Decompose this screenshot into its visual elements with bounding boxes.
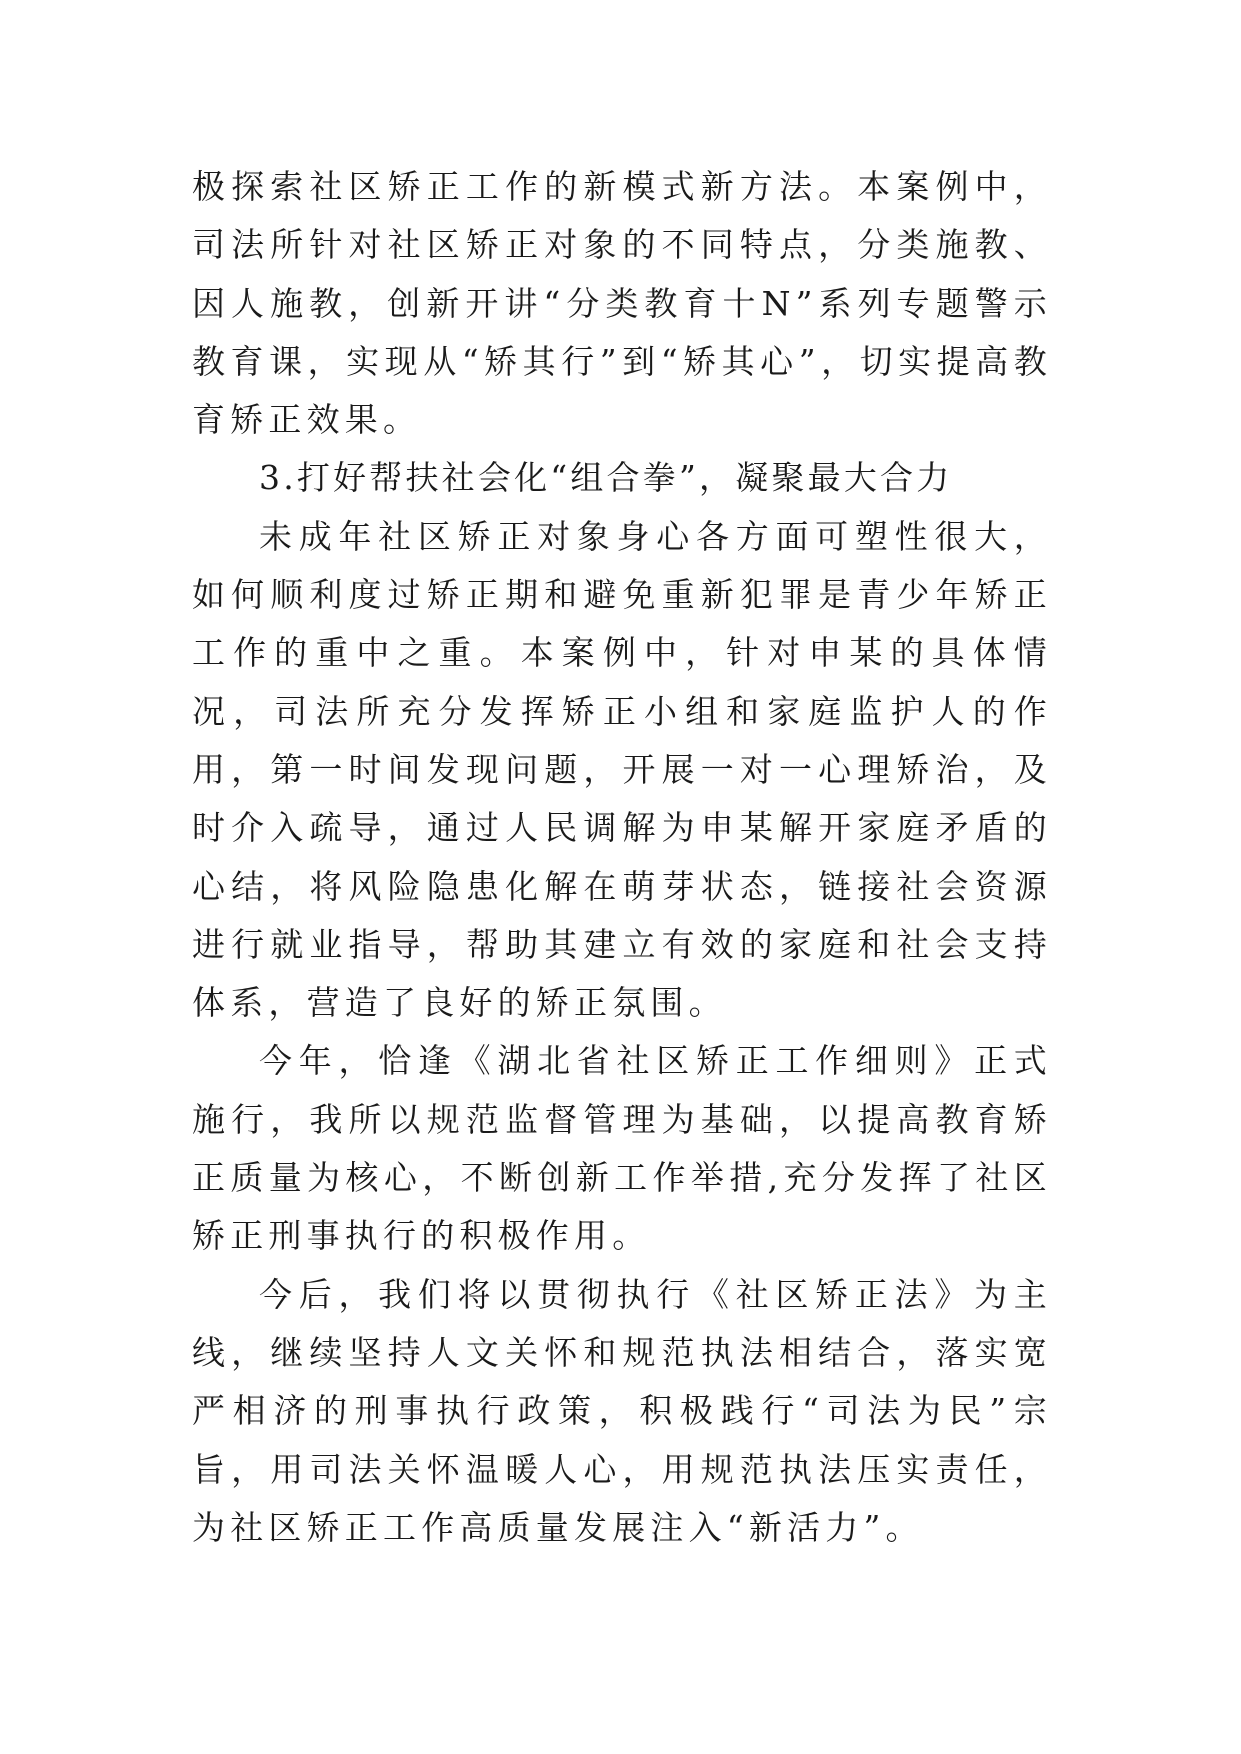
document-body	[192, 158, 1052, 1557]
paragraph-future-plan: 今后，我们将以贯彻执行《社区矫正法》为主线，继续坚持人文关怀和规范执法相结合，落实宽严相济的刑事执行政策，积极践行“司法为民”宗旨，用司法关怀温暖人心，用规范执法压实责任，为社区矫正工作高质量发展注入“新活力”。	[192, 1274, 1052, 1547]
section-heading-3: 3.打好帮扶社会化“组合拳”，凝聚最大合力	[259, 458, 953, 498]
paragraph-juvenile-correction: 未成年社区矫正对象身心各方面可塑性很大，如何顺利度过矫正期和避免重新犯罪是青少年矫正工作的重中之重。本案例中，针对申某的具体情况，司法所充分发挥矫正小组和家庭监护人的作用，第一时间发现问题，开展一对一心理矫治，及时介入疏导，通过人民调解为申某解开家庭矛盾的心结，将风险隐患化解在萌芽状态，链接社会资源进行就业指导，帮助其建立有效的家庭和社会支持体系，营造了良好的矫正氛围。	[192, 516, 1052, 1023]
paragraph-this-year: 今年，恰逢《湖北省社区矫正工作细则》正式施行，我所以规范监督管理为基础，以提高教育矫正质量为核心，不断创新工作举措,充分发挥了社区矫正刑事执行的积极作用。	[192, 1041, 1052, 1256]
paragraph-continued: 极探索社区矫正工作的新模式新方法。本案例中，司法所针对社区矫正对象的不同特点，分类施教、因人施教，创新开讲“分类教育十N”系列专题警示教育课，实现从“矫其行”到“矫其心”，切实提高教育矫正效果。	[192, 167, 1052, 440]
